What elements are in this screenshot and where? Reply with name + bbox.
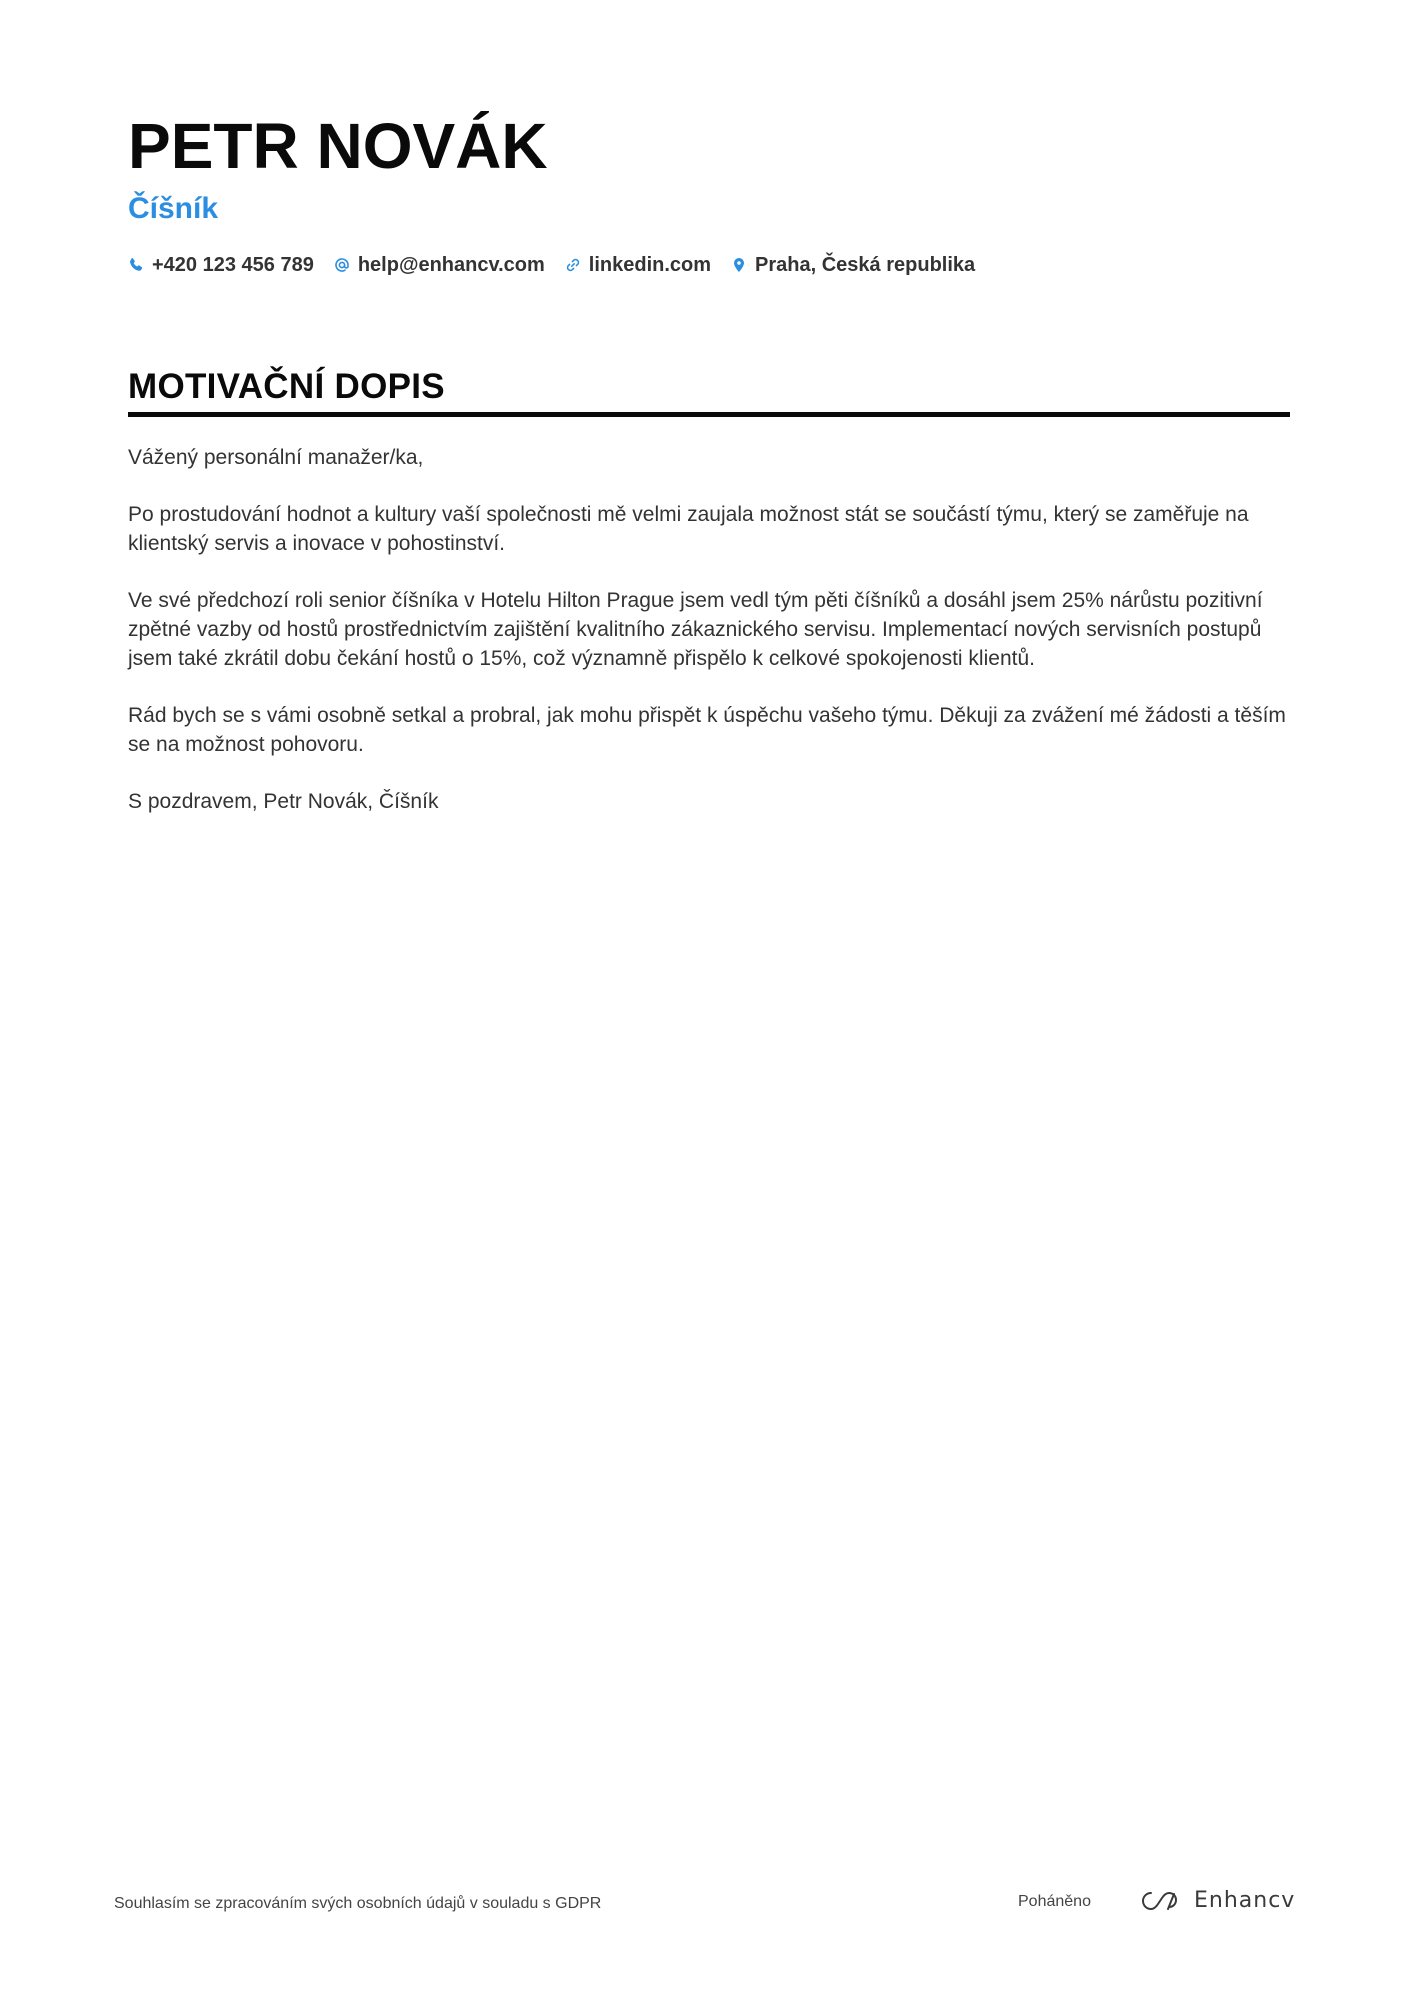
link-icon xyxy=(565,257,581,273)
brand-name: Enhancv xyxy=(1194,1888,1296,1913)
cover-letter-section xyxy=(128,364,1290,844)
contact-location-text: Praha, Česká republika xyxy=(755,254,976,276)
letter-paragraph: Po prostudování hodnot a kultury vaší společnosti mě velmi zaujala možnost stát se součástí týmu, který se zaměřuje na klientský servis a inovace v pohostinství. xyxy=(128,503,1249,555)
letter-paragraph: Rád bych se s vámi osobně setkal a probral, jak mohu přispět k úspěchu vašeho týmu. Děkuji za zvážení mé žádosti a těším se na možnost pohovoru. xyxy=(128,704,1286,756)
contact-email-text: help@enhancv.com xyxy=(357,254,545,276)
gdpr-consent-text: Souhlasím se zpracováním svých osobních údajů v souladu s GDPR xyxy=(114,1895,602,1912)
letter-paragraph: Ve své předchozí roli senior číšníka v Hotelu Hilton Prague jsem vedl tým pěti číšníků a dosáhl jsem 25% nárůstu pozitivní zpětné vazby od hostů prostřednictvím zajištění kvalitního zákaznického servisu. Implementací nových servisních postupů jsem také zkrátil dobu čekání hostů o 15%, což významně přispělo k celkové spokojenosti klientů. xyxy=(128,589,1263,670)
powered-by-label: Poháněno xyxy=(1018,1893,1091,1910)
at-icon xyxy=(334,257,350,273)
brand-link[interactable] xyxy=(1138,1888,1295,1914)
candidate-name: PETR NOVÁK xyxy=(128,110,548,182)
section-divider xyxy=(128,412,1290,417)
contact-phone-text: +420 123 456 789 xyxy=(152,254,314,276)
contact-linkedin[interactable] xyxy=(565,252,711,278)
contact-linkedin-text: linkedin.com xyxy=(588,254,712,276)
section-title: MOTIVAČNÍ DOPIS xyxy=(128,367,445,406)
letter-greeting: Vážený personální manažer/ka, xyxy=(128,446,424,469)
enhancv-logo-icon xyxy=(1138,1888,1184,1914)
footer xyxy=(114,1888,1296,1920)
contact-phone[interactable] xyxy=(128,252,314,278)
letter-closing: S pozdravem, Petr Novák, Číšník xyxy=(128,790,439,813)
location-pin-icon xyxy=(731,257,747,273)
phone-icon xyxy=(128,257,144,273)
contact-bar xyxy=(128,252,1288,278)
job-title: Číšník xyxy=(128,192,219,225)
letter-body xyxy=(128,443,1290,816)
contact-location xyxy=(731,252,975,278)
contact-email[interactable] xyxy=(334,252,545,278)
header xyxy=(128,108,1288,278)
